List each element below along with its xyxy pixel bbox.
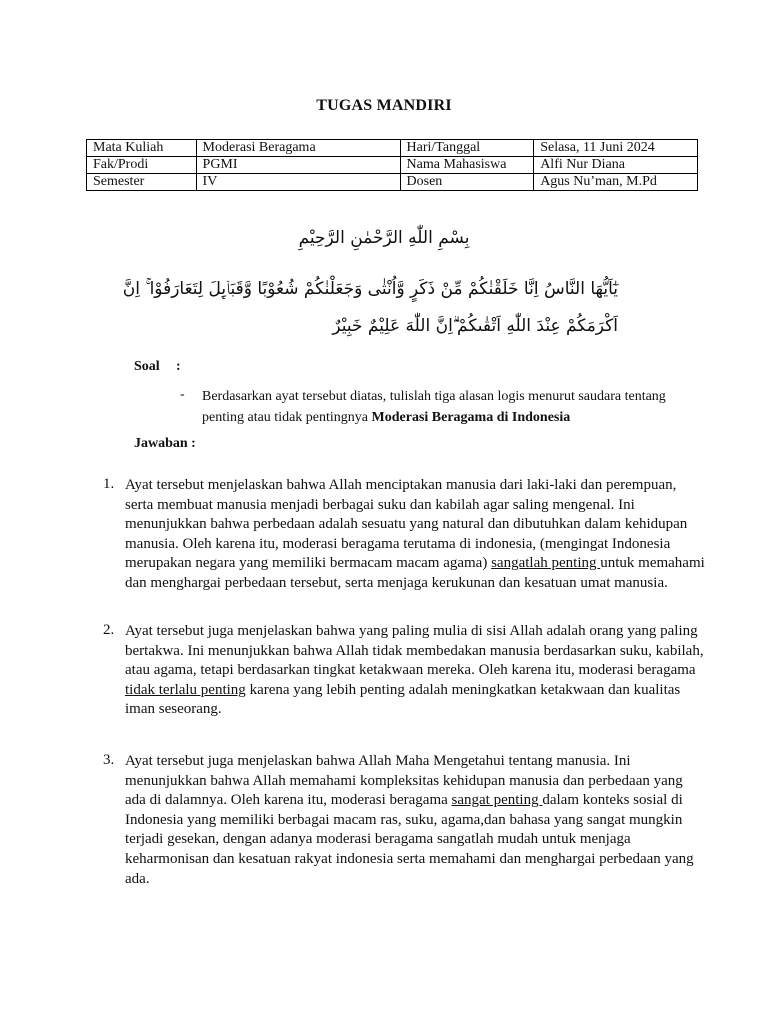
table-cell: Hari/Tanggal bbox=[400, 140, 534, 157]
answer-text: Ayat tersebut menjelaskan bahwa Allah menciptakan manusia dari laki-laki dan perempuan, serta membuat manusia menjadi berbagai suku dan kabilah agar saling mengenal. Ini menunjukkan bahwa perbedaan adalah sesuatu yang natural dan dibutuhkan dalam kehidupan manusia. Oleh karena itu, moderasi beragama terutama di indonesia, (mengingat Indonesia merupakan negara yang memiliki bermacam macam agama) bbox=[125, 477, 688, 572]
table-cell: PGMI bbox=[196, 157, 400, 174]
table-cell: Moderasi Beragama bbox=[196, 140, 400, 157]
answer-text: dalam konteks sosial di Indonesia yang memiliki berbagai macam ras, suku, agama,dan bahasa yang sangat mungkin terjadi gesekan, dengan adanya moderasi beragama sangatlah mudah untuk menjaga keharmonisan dan kesatuan rakyat indonesia serta memahami dan menghargai perbedaan yang ada. bbox=[125, 792, 694, 887]
answer-text: karena yang lebih penting adalah meningkatkan ketakwaan dan kualitas iman seseorang. bbox=[125, 681, 681, 718]
question-separator: : bbox=[176, 359, 181, 374]
table-cell: Mata Kuliah bbox=[87, 140, 197, 157]
question-text-emphasis: Moderasi Beragama di Indonesia bbox=[371, 410, 571, 425]
table-cell: Dosen bbox=[400, 174, 534, 191]
table-cell: Nama Mahasiswa bbox=[400, 157, 534, 174]
answer-underlined-text: sangatlah penting bbox=[491, 555, 601, 572]
answer-item bbox=[125, 752, 705, 889]
question-text-part: Berdasarkan ayat tersebut diatas, tulislah tiga alasan logis menurut saudara tentang penting atau tidak pentingnya bbox=[202, 389, 666, 425]
quran-verse-line-1: يٰٓاَيُّهَا النَّاسُ اِنَّا خَلَقْنٰكُمْ مِّنْ ذَكَرٍ وَّاُنْثٰى وَجَعَلْنٰكُمْ شُعُوْبًا وَّقَبَاۤىِٕلَ لِتَعَارَفُوْا ۚ اِنَّ bbox=[122, 279, 618, 299]
document-title: TUGAS MANDIRI bbox=[316, 97, 452, 114]
table-cell: IV bbox=[196, 174, 400, 191]
answer-item bbox=[125, 622, 705, 720]
answer-underlined-text: sangat penting bbox=[451, 792, 543, 809]
answer-number: 3. bbox=[103, 752, 115, 768]
quran-verse-line-2: اَكْرَمَكُمْ عِنْدَ اللّٰهِ اَتْقٰىكُمْ ۗاِنَّ اللّٰهَ عَلِيْمٌ خَبِيْرٌ bbox=[332, 316, 618, 336]
answer-label: Jawaban : bbox=[134, 436, 196, 451]
table-cell: Fak/Prodi bbox=[87, 157, 197, 174]
table-row bbox=[87, 140, 698, 157]
answer-number: 2. bbox=[103, 622, 115, 638]
question-text bbox=[202, 386, 682, 428]
table-row bbox=[87, 174, 698, 191]
answer-text: untuk memahami dan menghargai perbedaan tersebut, serta menjaga kerukunan dan kesatuan umat manusia. bbox=[125, 555, 705, 591]
answer-item bbox=[125, 476, 705, 594]
answer-number: 1. bbox=[103, 476, 115, 492]
answer-underlined-text: tidak terlalu penting bbox=[125, 681, 246, 698]
question-label: Soal bbox=[134, 359, 160, 374]
basmala: بِسْمِ اللّٰهِ الرَّحْمٰنِ الرَّحِيْمِ bbox=[298, 228, 470, 248]
answer-text: Ayat tersebut juga menjelaskan bahwa yang paling mulia di sisi Allah adalah orang yang paling bertakwa. Ini menunjukkan bahwa Allah tidak membedakan manusia berdasarkan suku, kabilah, atau agama, tetapi berdasarkan tingkat ketakwaan mereka. Oleh karena itu, moderasi beragama bbox=[125, 623, 704, 679]
answer-text: Ayat tersebut juga menjelaskan bahwa Allah Maha Mengetahui tentang manusia. Ini menunjukkan bahwa Allah memahami kompleksitas kehidupan manusia dan perbedaan yang ada di dalamnya. Oleh karena itu, moderasi beragama bbox=[125, 753, 683, 809]
table-cell: Agus Nu’man, M.Pd bbox=[534, 174, 698, 191]
table-cell: Alfi Nur Diana bbox=[534, 157, 698, 174]
bullet-dash: - bbox=[180, 387, 185, 402]
table-cell: Semester bbox=[87, 174, 197, 191]
table-cell: Selasa, 11 Juni 2024 bbox=[534, 140, 698, 157]
table-row bbox=[87, 157, 698, 174]
course-info-table bbox=[86, 139, 698, 191]
